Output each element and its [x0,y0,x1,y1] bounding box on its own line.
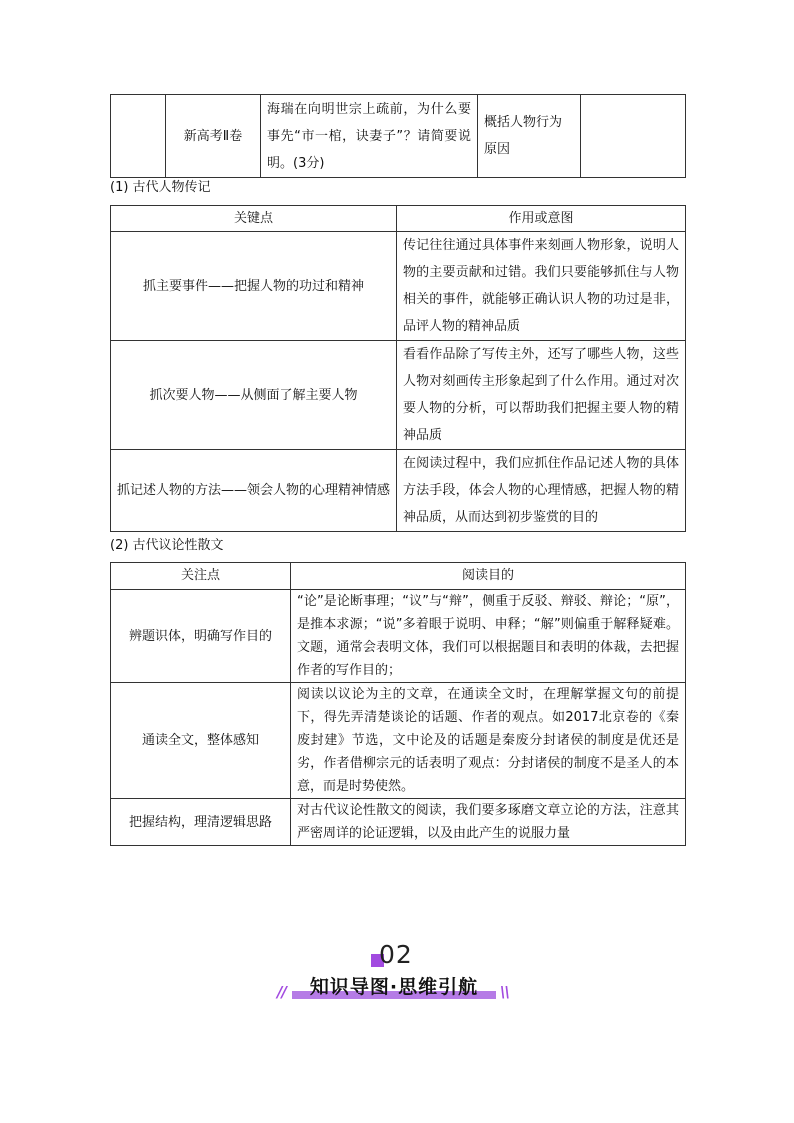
desc-cell: 传记往往通过具体事件来刻画人物形象，说明人物的主要贡献和过错。我们只要能够抓住与人物相关的事件，就能够正确认识人物的功过是非，品评人物的精神品质 [397,232,686,341]
desc-cell: 看看作品除了写传主外，还写了哪些人物，这些人物对刻画传主形象起到了什么作用。通过对次要人物的分析，可以帮助我们把握主要人物的精神品质 [397,341,686,450]
table-row [111,683,686,799]
key-cell: 辨题识体，明确写作目的 [111,590,291,683]
argument-table [110,562,686,846]
table-row [111,450,686,532]
section-number [371,940,421,972]
section-title-text: 知识导图·思维引航 [309,976,479,998]
desc-cell: 对古代议论性散文的阅读，我们要多琢磨文章立论的方法，注意其严密周详的论证逻辑，以及由此产生的说服力量 [291,799,686,846]
key-cell: 抓主要事件——把握人物的功过和精神 [111,232,397,341]
top-table [110,94,686,178]
question-cell: 海瑞在向明世宗上疏前，为什么要事先“市一棺，诀妻子”？请简要说明。(3分) [261,95,478,178]
exam-cell: 新高考Ⅱ卷 [166,95,261,178]
section-heading-biography: (1) 古代人物传记 [110,180,211,195]
table-row [111,95,686,178]
header-desc: 阅读目的 [291,563,686,590]
header-desc: 作用或意图 [397,206,686,232]
header-key: 关键点 [111,206,397,232]
table-header-row [111,563,686,590]
key-cell: 把握结构，理清逻辑思路 [111,799,291,846]
biography-table [110,205,686,532]
table-header-row [111,206,686,232]
section-number-text: 02 [379,940,413,969]
table-row [111,232,686,341]
focus-cell: 概括人物行为原因 [478,95,581,178]
table-row [111,799,686,846]
desc-cell: 在阅读过程中，我们应抓住作品记述人物的具体方法手段，体会人物的心理情感，把握人物的精神品质，从而达到初步鉴赏的目的 [397,450,686,532]
key-cell: 抓次要人物——从侧面了解主要人物 [111,341,397,450]
key-cell: 通读全文，整体感知 [111,683,291,799]
section-title [292,972,496,999]
key-cell: 抓记述人物的方法——领会人物的心理精神情感 [111,450,397,532]
desc-cell: 阅读以议论为主的文章，在通读全文时，在理解掌握文句的前提下，得先弄清楚谈论的话题、作者的观点。如2017北京卷的《秦废封建》节选，文中论及的话题是秦废分封诸侯的制度是优还是劣，作者借柳宗元的话表明了观点：分封诸侯的制度不是圣人的本意，而是时势使然。 [291,683,686,799]
section-heading-argument: (2) 古代议论性散文 [110,538,224,553]
right-slash-decoration: \\ [500,983,509,1001]
empty-cell [111,95,166,178]
empty-cell [581,95,686,178]
left-slash-decoration: // [277,983,286,1001]
table-row [111,341,686,450]
table-row [111,590,686,683]
desc-cell: “论”是论断事理；“议”与“辩”，侧重于反驳、辩驳、辩论；“原”，是推本求源；“说”多着眼于说明、申释；“解”则偏重于解释疑难。文题，通常会表明文体，我们可以根据题目和表明的体裁，去把握作者的写作目的； [291,590,686,683]
header-key: 关注点 [111,563,291,590]
